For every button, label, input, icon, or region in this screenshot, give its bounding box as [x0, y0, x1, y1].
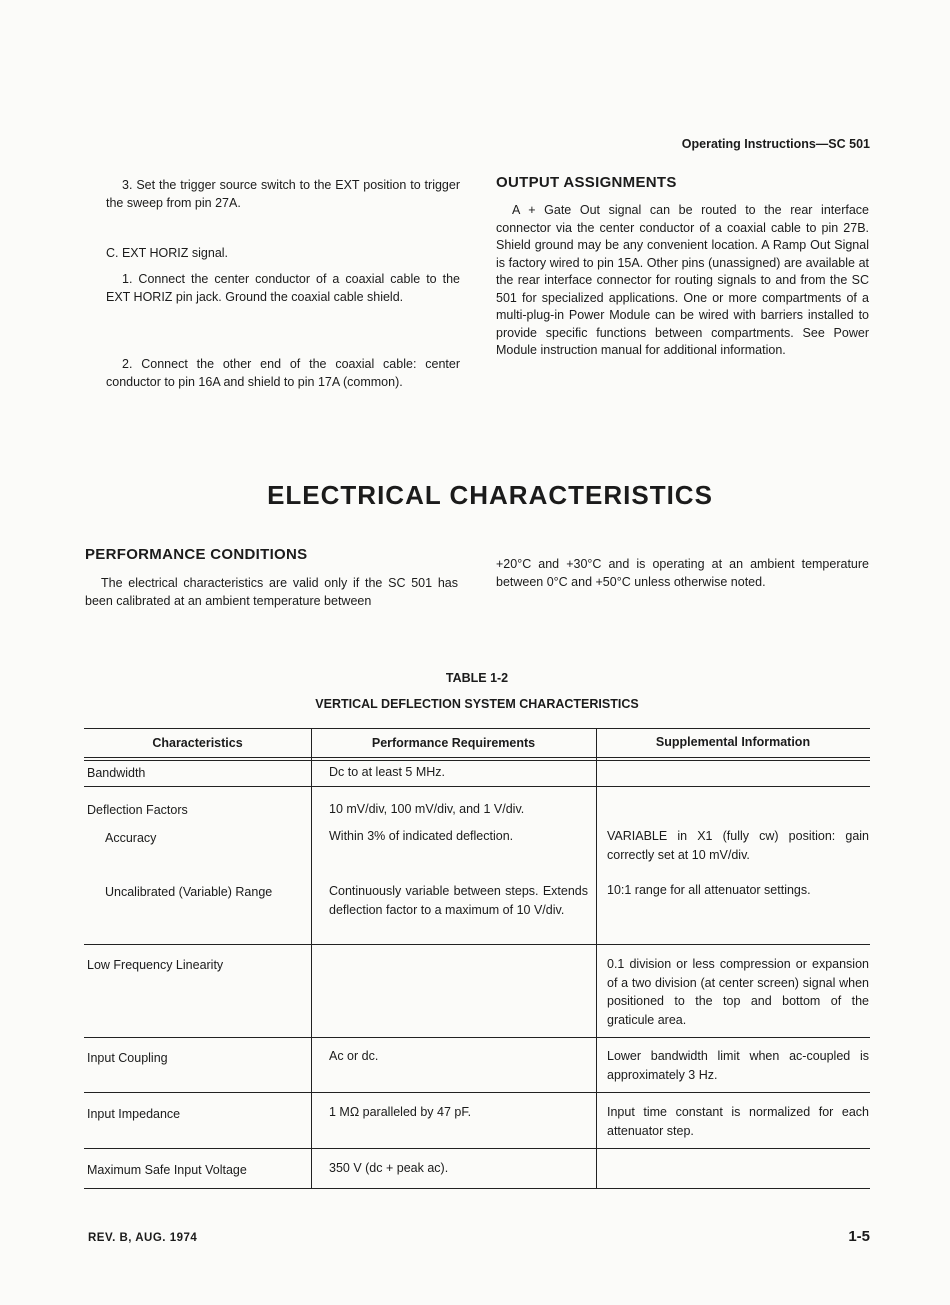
header-supplemental: Supplemental Information	[655, 735, 811, 749]
cell-char-accuracy: Accuracy	[105, 831, 157, 845]
row-rule	[84, 1092, 870, 1093]
output-assignments-heading: OUTPUT ASSIGNMENTS	[496, 174, 677, 191]
table-bottom-rule	[84, 1188, 870, 1189]
step-1-text: 1. Connect the center conductor of a coaxial cable to the EXT HORIZ pin jack. Ground the coaxial cable shield.	[106, 272, 460, 304]
cell-supp-accuracy: VARIABLE in X1 (fully cw) position: gain correctly set at 10 mV/div.	[607, 829, 869, 862]
cell-char-deflection: Deflection Factors	[87, 803, 188, 817]
performance-right-text: +20°C and +30°C and is operating at an ambient temperature between 0°C and +50°C unless otherwise noted.	[496, 557, 869, 589]
cell-perf-coupling: Ac or dc.	[329, 1049, 379, 1063]
cell-perf-deflection: 10 mV/div, 100 mV/div, and 1 V/div.	[329, 802, 525, 816]
performance-left	[85, 575, 458, 610]
cell-char-uncal: Uncalibrated (Variable) Range	[105, 885, 273, 899]
step-2-text: 2. Connect the other end of the coaxial cable: center conductor to pin 16A and shield to pin 17A (common).	[106, 357, 460, 389]
cell-char-impedance: Input Impedance	[87, 1107, 181, 1121]
output-assignments-text: A + Gate Out signal can be routed to the rear interface connector via the center conductor of a coaxial cable to pin 27B. Shield ground may be any convenient location. A Ramp Out Signal is factory wired to pin 15A. Other pins (unassigned) are available at the rear interface connector for routing signals to and from the SC 501 for specialized applications. One or more compartments of a multi-plug-in Power Module can be wired with barriers installed to provide specific functions between compartments. See Power Module instruction manual for additional information.	[496, 203, 869, 357]
header-rule-2	[84, 760, 870, 761]
subheading-c-text: C. EXT HORIZ signal.	[106, 246, 229, 260]
page-number: 1-5	[848, 1228, 870, 1245]
step-3-text: 3. Set the trigger source switch to the EXT position to trigger the sweep from pin 27A.	[106, 178, 460, 210]
output-assignments-body	[496, 202, 869, 360]
cell-char-lowfreq: Low Frequency Linearity	[87, 958, 224, 972]
step-2-block	[106, 356, 460, 391]
revision-label: REV. B, AUG. 1974	[88, 1232, 198, 1244]
running-header: Operating Instructions—SC 501	[681, 137, 870, 151]
performance-right	[496, 556, 869, 591]
column-divider	[596, 728, 597, 1188]
cell-perf-accuracy: Within 3% of indicated deflection.	[329, 829, 514, 843]
header-characteristics: Characteristics	[152, 736, 243, 750]
subheading-c	[106, 245, 460, 263]
cell-supp-lowfreq: 0.1 division or less compression or expansion of a two division (at center screen) signal when positioned to the top and bottom of the graticule area.	[607, 957, 869, 1027]
column-divider	[311, 728, 312, 1188]
table-number: TABLE 1-2	[445, 671, 509, 685]
performance-left-text: The electrical characteristics are valid only if the SC 501 has been calibrated at an ambient temperature between	[85, 576, 458, 608]
table-top-rule	[84, 728, 870, 729]
cell-supp-uncal: 10:1 range for all attenuator settings.	[607, 883, 811, 897]
row-rule	[84, 786, 870, 787]
header-performance: Performance Requirements	[371, 736, 536, 750]
page-title: ELECTRICAL CHARACTERISTICS	[267, 480, 713, 510]
cell-perf-maxsafe: 350 V (dc + peak ac).	[329, 1161, 449, 1175]
cell-perf-impedance: 1 MΩ paralleled by 47 pF.	[329, 1105, 472, 1119]
cell-char-bandwidth: Bandwidth	[87, 766, 146, 780]
row-rule	[84, 1037, 870, 1038]
row-rule	[84, 944, 870, 945]
row-rule	[84, 1148, 870, 1149]
cell-perf-uncal: Continuously variable between steps. Extends deflection factor to a maximum of 10 V/div.	[329, 884, 588, 917]
step-1-block	[106, 271, 460, 306]
cell-perf-bandwidth: Dc to at least 5 MHz.	[329, 765, 446, 779]
left-column	[106, 177, 460, 212]
performance-conditions-heading: PERFORMANCE CONDITIONS	[85, 546, 308, 563]
cell-char-maxsafe: Maximum Safe Input Voltage	[87, 1163, 247, 1177]
cell-supp-coupling: Lower bandwidth limit when ac-coupled is approximately 3 Hz.	[607, 1049, 869, 1082]
header-rule-1	[84, 757, 870, 758]
table-title: VERTICAL DEFLECTION SYSTEM CHARACTERISTICS	[315, 697, 639, 711]
cell-char-coupling: Input Coupling	[87, 1051, 168, 1065]
cell-supp-impedance: Input time constant is normalized for each attenuator step.	[607, 1105, 869, 1138]
